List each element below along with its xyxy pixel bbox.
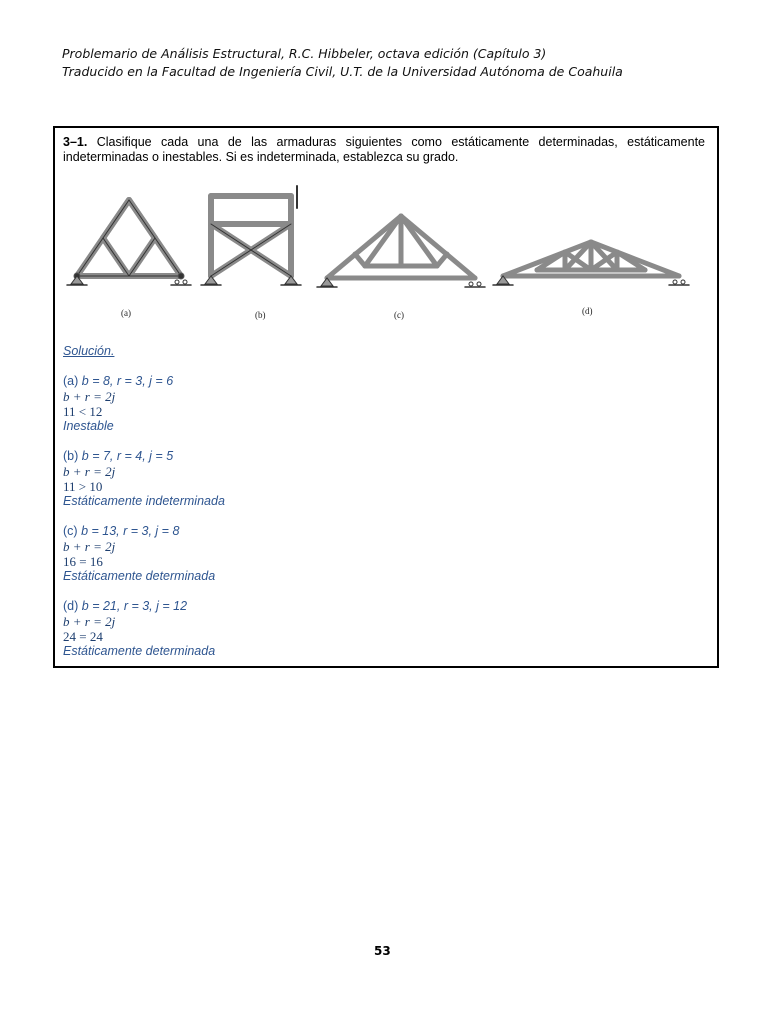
figure-d-caption: (d) [582,306,593,316]
case-d-header [63,599,215,614]
problem-box [53,126,719,668]
truss-diagrams [55,184,717,324]
case-d-label: (d) [63,599,79,613]
truss-b-diagram [201,186,301,285]
case-a-header [63,374,173,389]
problem-text: Clasifique cada una de las armaduras siguientes como estáticamente determinadas, estáticamente indeterminadas o inestables. Si es indeterminada, establezca su grado. [63,135,705,164]
case-d-comparison: 24 = 24 [63,629,103,644]
case-a-verdict: Inestable [63,419,114,433]
case-c-data: b = 13, r = 3, j = 8 [81,524,180,538]
solution-title: Solución. [63,344,115,358]
problem-number: 3–1. [63,135,88,149]
case-d [63,599,215,659]
case-c-label: (c) [63,524,78,538]
case-b-verdict: Estáticamente indeterminada [63,494,225,508]
case-c-header [63,524,215,539]
case-b-label: (b) [63,449,79,463]
figure-b-caption: (b) [255,310,266,320]
case-c [63,524,215,584]
truss-c-diagram [317,216,485,287]
figure-a-caption: (a) [121,308,131,318]
case-b-comparison: 11 > 10 [63,479,103,494]
case-b [63,449,225,509]
case-b-data: b = 7, r = 4, j = 5 [81,449,174,463]
case-a-data: b = 8, r = 3, j = 6 [81,374,174,388]
case-a-comparison: 11 < 12 [63,404,103,419]
case-c-comparison: 16 = 16 [63,554,103,569]
case-b-equation: b + r = 2j [63,464,116,479]
case-a-label: (a) [63,374,79,388]
problem-statement [63,135,705,165]
document-header-line-1: Problemario de Análisis Estructural, R.C. Hibbeler, octava edición (Capítulo 3) [62,46,547,61]
truss-a-diagram [67,200,191,285]
page-number: 53 [374,944,391,958]
case-d-verdict: Estáticamente determinada [63,644,216,658]
case-d-data: b = 21, r = 3, j = 12 [81,599,188,613]
case-c-verdict: Estáticamente determinada [63,569,216,583]
truss-figures [55,184,717,329]
case-c-equation: b + r = 2j [63,539,116,554]
case-d-equation: b + r = 2j [63,614,116,629]
case-a-equation: b + r = 2j [63,389,116,404]
case-a [63,374,173,434]
document-header-line-2: Traducido en la Facultad de Ingeniería Civil, U.T. de la Universidad Autónoma de Coahuila [62,64,623,79]
figure-c-caption: (c) [394,310,404,320]
case-b-header [63,449,225,464]
truss-d-diagram [493,242,689,285]
